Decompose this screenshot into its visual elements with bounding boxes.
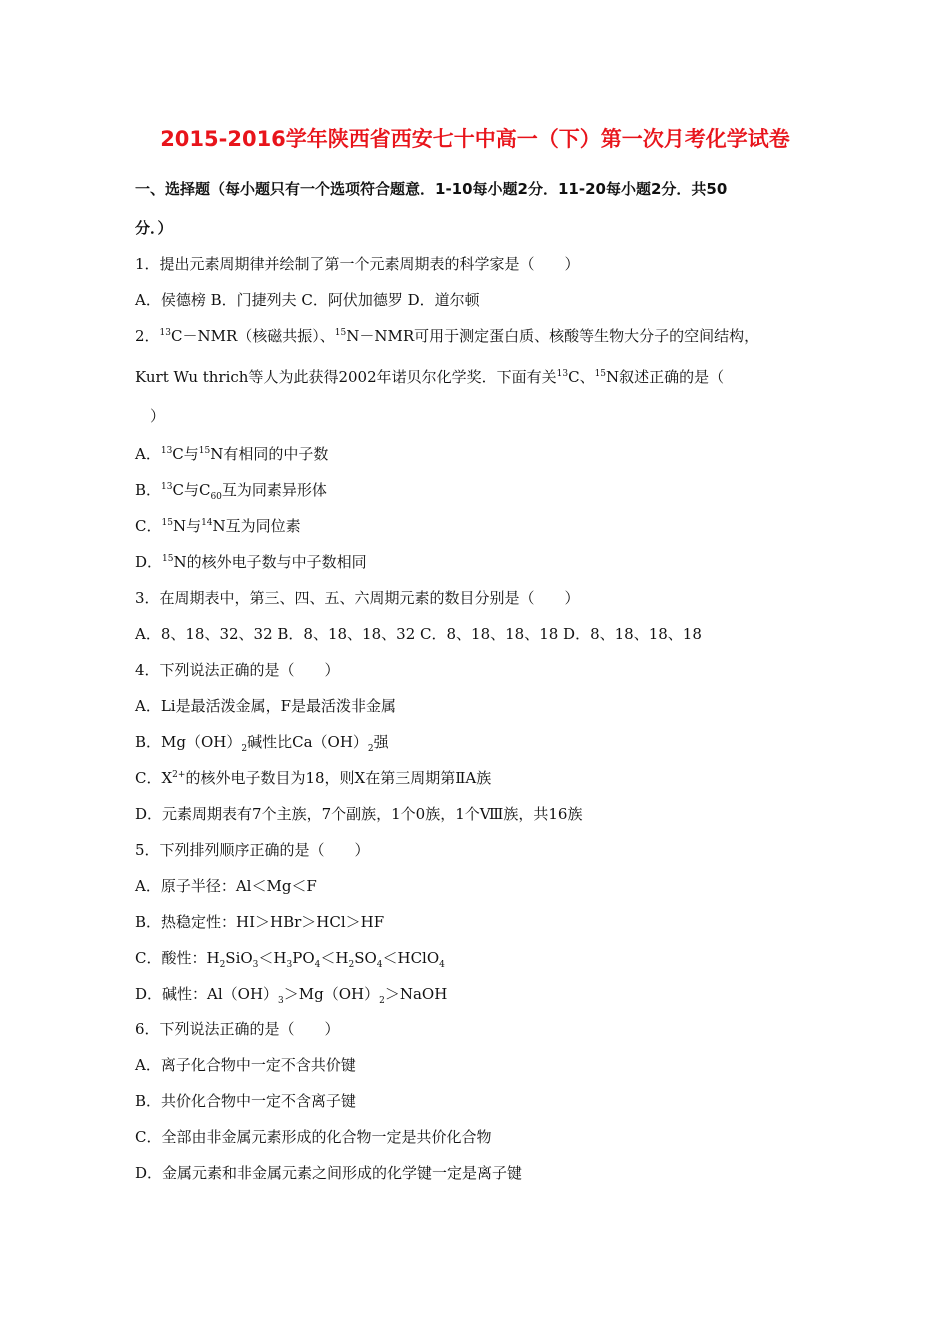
- question-6-option-a: A．离子化合物中一定不含共价键: [135, 1056, 356, 1074]
- question-3-options: A．8、18、32、32 B．8、18、18、32 C．8、18、18、18 D．8、18、18、18: [135, 625, 702, 643]
- question-2-option-a: [135, 444, 328, 464]
- superscript: 13: [159, 328, 171, 338]
- superscript: 13: [160, 446, 173, 456]
- question-2-option-b: [135, 480, 327, 500]
- text: D．碱性：Al（OH）: [135, 985, 279, 1003]
- question-5-option-c: [135, 948, 445, 968]
- question-3-stem: 3．在周期表中，第三、四、五、六周期元素的数目分别是（ ）: [135, 589, 580, 607]
- text: C．: [135, 517, 162, 535]
- subscript: 2: [348, 960, 355, 970]
- text: 碱性比Ca（OH）: [247, 733, 368, 751]
- question-1-options: A．侯德榜 B．门捷列夫 C．阿伏加德罗 D．道尔顿: [135, 291, 480, 309]
- text: 2．: [135, 327, 160, 345]
- question-5-stem: 5．下列排列顺序正确的是（ ）: [135, 841, 370, 859]
- subscript: 2: [379, 996, 385, 1006]
- text: C－NMR（核磁共振）、: [171, 327, 335, 345]
- question-4-option-a: A．Li是最活泼金属，F是最活泼非金属: [135, 697, 397, 715]
- question-5-option-b: B．热稳定性：HI＞HBr＞HCl＞HF: [135, 913, 385, 931]
- text: N互为同位素: [212, 517, 301, 535]
- text: N有相同的中子数: [210, 445, 329, 463]
- superscript: 15: [161, 518, 173, 528]
- text: N叙述正确的是（: [606, 368, 725, 386]
- text: C．X: [135, 769, 173, 787]
- question-6-option-d: D．金属元素和非金属元素之间形成的化学键一定是离子键: [135, 1164, 523, 1182]
- text: C与C: [172, 481, 211, 499]
- text: PO: [292, 949, 315, 967]
- subscript: 4: [439, 960, 445, 970]
- exam-title: 2015-2016学年陕西省西安七十中高一（下）第一次月考化学试卷: [160, 127, 790, 151]
- text: ＞Mg（OH）: [283, 985, 380, 1003]
- question-4-option-c: [135, 768, 491, 788]
- text: C与: [172, 445, 199, 463]
- question-2-option-d: [135, 552, 367, 572]
- question-6-option-b: B．共价化合物中一定不含离子键: [135, 1092, 357, 1110]
- question-1-stem: 1．提出元素周期律并绘制了第一个元素周期表的科学家是（ ）: [135, 255, 580, 273]
- question-4-stem: 4．下列说法正确的是（ ）: [135, 661, 340, 679]
- subscript: 2: [367, 744, 374, 754]
- text: N与: [172, 517, 202, 535]
- question-4-option-d: D．元素周期表有7个主族，7个副族，1个0族，1个Ⅷ族，共16族: [135, 805, 583, 823]
- question-2-stem-line-1: [135, 326, 759, 346]
- text: 的核外电子数目为18，则X在第三周期第ⅡA族: [185, 769, 492, 787]
- text: Kurt Wu thrich等人为此获得2002年诺贝尔化学奖．下面有关: [135, 368, 557, 386]
- text: SiO: [225, 949, 253, 967]
- subscript: 4: [376, 960, 383, 970]
- superscript: 15: [162, 554, 174, 564]
- subscript: 4: [314, 960, 321, 970]
- text: B．: [135, 481, 162, 499]
- superscript: 2+: [172, 770, 186, 780]
- text: 互为同素异形体: [221, 481, 327, 499]
- text: ＜H: [258, 949, 287, 967]
- superscript: 13: [556, 369, 569, 379]
- question-5-option-a: A．原子半径：Al＜Mg＜F: [135, 877, 317, 895]
- text: D．: [135, 553, 163, 571]
- text: ＞NaOH: [384, 985, 448, 1003]
- subscript: 60: [210, 492, 222, 502]
- text: ＜HClO: [382, 949, 440, 967]
- subscript: 3: [252, 960, 259, 970]
- superscript: 15: [594, 369, 607, 379]
- text: 强: [373, 733, 389, 751]
- subscript: 3: [286, 960, 293, 970]
- text: C、: [568, 368, 595, 386]
- text: N－NMR可用于测定蛋白质、核酸等生物大分子的空间结构，: [346, 327, 760, 345]
- text: SO: [354, 949, 377, 967]
- text: N的核外电子数与中子数相同: [173, 553, 367, 571]
- subscript: 2: [219, 960, 226, 970]
- subscript: 3: [278, 996, 284, 1006]
- section-heading-cont: 分．）: [135, 219, 173, 237]
- superscript: 15: [198, 446, 211, 456]
- text: A．: [135, 445, 161, 463]
- text: B．Mg（OH）: [135, 733, 242, 751]
- question-6-stem: 6．下列说法正确的是（ ）: [135, 1020, 340, 1038]
- question-6-option-c: C．全部由非金属元素形成的化合物一定是共价化合物: [135, 1128, 492, 1146]
- question-2-option-c: [135, 516, 301, 536]
- question-2-stem-line-3: ）: [150, 407, 166, 425]
- question-4-option-b: [135, 732, 389, 752]
- text: C．酸性：H: [135, 949, 220, 967]
- superscript: 14: [201, 518, 213, 528]
- superscript: 13: [161, 482, 173, 492]
- question-2-stem-line-2: [135, 367, 724, 387]
- text: ＜H: [320, 949, 349, 967]
- section-heading: 一、选择题（每小题只有一个选项符合题意．1-10每小题2分．11-20每小题2分．共50: [135, 180, 728, 198]
- question-5-option-d: [135, 984, 447, 1004]
- superscript: 15: [334, 328, 347, 338]
- subscript: 2: [241, 744, 248, 754]
